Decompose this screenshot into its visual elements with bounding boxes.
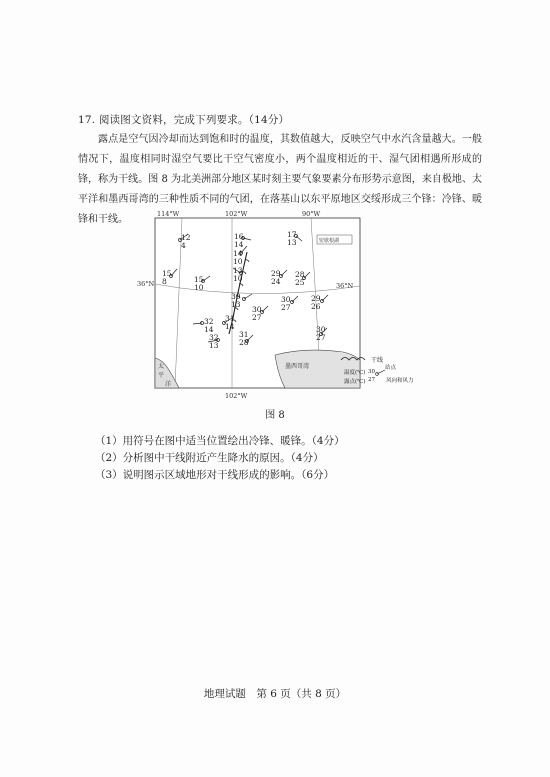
figure-caption: 图 8 bbox=[265, 410, 285, 421]
station-13-temp: 29 bbox=[311, 294, 321, 303]
question-heading: 17. 阅读图文资料，完成下列要求。（14分） bbox=[78, 114, 290, 126]
station-9-temp: 28 bbox=[295, 270, 305, 279]
station-1-temp: 12 bbox=[181, 233, 191, 242]
label-102w-top: 102°W bbox=[225, 210, 248, 218]
label-36n-right: 36°N bbox=[336, 282, 354, 290]
station-17-temp: 31 bbox=[239, 330, 249, 339]
paragraph-text: 露点是空气因冷却而达到饱和时的温度，其数值越大，反映空气中水汽含量越大。一般情况下，温度相同时湿空气要比干空气密度小，两个温度相近的干、湿气团相遇所形成的锋，称为干线。图 8 为北美洲部分地区某时刻主要气象要素分布形势示意图，来自极地、太平洋和墨西哥湾的三种性质不同的气团，在落基山以东平原地区交绥形成三个锋：冷锋、暖锋和干线。 bbox=[78, 134, 482, 225]
station-10-dew: 13 bbox=[231, 300, 241, 309]
label-pacific-1: 太 bbox=[158, 363, 165, 370]
legend-station-label: 站点 bbox=[385, 365, 397, 371]
label-lake: 密歇根湖 bbox=[319, 238, 340, 244]
station-18-dew: 27 bbox=[316, 333, 326, 342]
station-10-temp: 30 bbox=[231, 292, 241, 301]
station-16-temp: 32 bbox=[209, 333, 219, 342]
legend-dew-label: 露点(℃) bbox=[344, 379, 366, 385]
station-6-dew: 10 bbox=[194, 283, 204, 292]
label-pacific-3: 洋 bbox=[165, 381, 172, 388]
station-11-dew: 27 bbox=[252, 313, 262, 322]
weather-map bbox=[135, 210, 415, 420]
label-36n-left: 36°N bbox=[137, 280, 155, 288]
page-footer: 地理试题 第 6 页（共 8 页） bbox=[203, 688, 347, 700]
station-15-dew: 14 bbox=[225, 322, 235, 331]
station-5-dew: 8 bbox=[162, 277, 167, 286]
legend-wind-staff bbox=[377, 370, 385, 374]
station-4-temp: 17 bbox=[287, 230, 297, 239]
legend-sample-temp: 30 bbox=[368, 369, 375, 375]
station-6-temp: 15 bbox=[194, 275, 204, 284]
station-17-dew: 28 bbox=[239, 338, 249, 347]
station-4-dew: 13 bbox=[287, 238, 297, 247]
label-90w: 90°W bbox=[302, 210, 321, 218]
station-8-temp: 29 bbox=[271, 269, 281, 278]
station-16-dew: 13 bbox=[209, 341, 219, 350]
station-7-dew: 10 bbox=[233, 274, 243, 283]
legend-wind-label: 风向和风力 bbox=[386, 378, 414, 384]
station-13-dew: 26 bbox=[311, 302, 321, 311]
station-3-temp: 14 bbox=[233, 249, 243, 258]
station-3-dew: 10 bbox=[233, 257, 243, 266]
legend-temp-label: 温度(℃) bbox=[344, 370, 366, 376]
sub-question-1: （1）用符号在图中适当位置绘出冷锋、暖锋。（4分） bbox=[95, 435, 345, 447]
legend-dryline-label: 干线 bbox=[371, 357, 384, 364]
station-5-temp: 15 bbox=[162, 269, 172, 278]
station-12-dew: 27 bbox=[281, 303, 291, 312]
sub-question-2: （2）分析图中干线附近产生降水的原因。（4分） bbox=[95, 452, 324, 464]
label-102w-bottom: 102°W bbox=[225, 392, 248, 400]
station-18-temp: 30 bbox=[316, 325, 326, 334]
station-12-temp: 30 bbox=[281, 295, 291, 304]
station-1-dew: 4 bbox=[181, 241, 186, 250]
station-2-temp: 16 bbox=[234, 232, 244, 241]
station-7-temp: 13 bbox=[233, 266, 243, 275]
station-11-temp: 30 bbox=[252, 305, 262, 314]
legend-sample-dew: 27 bbox=[368, 377, 375, 383]
station-14-temp: 32 bbox=[204, 317, 214, 326]
station-8-dew: 24 bbox=[271, 277, 281, 286]
station-2-dew: 14 bbox=[234, 240, 244, 249]
station-9-dew: 25 bbox=[295, 278, 305, 287]
sub-question-3: （3）说明图示区域地形对干线形成的影响。（6分） bbox=[95, 469, 335, 481]
label-pacific-2: 平 bbox=[158, 372, 165, 379]
label-gulf: 墨西哥湾 bbox=[285, 363, 310, 370]
label-114w: 114°W bbox=[157, 210, 180, 218]
station-15-temp: 31 bbox=[225, 314, 235, 323]
station-14-dew: 14 bbox=[204, 325, 214, 334]
